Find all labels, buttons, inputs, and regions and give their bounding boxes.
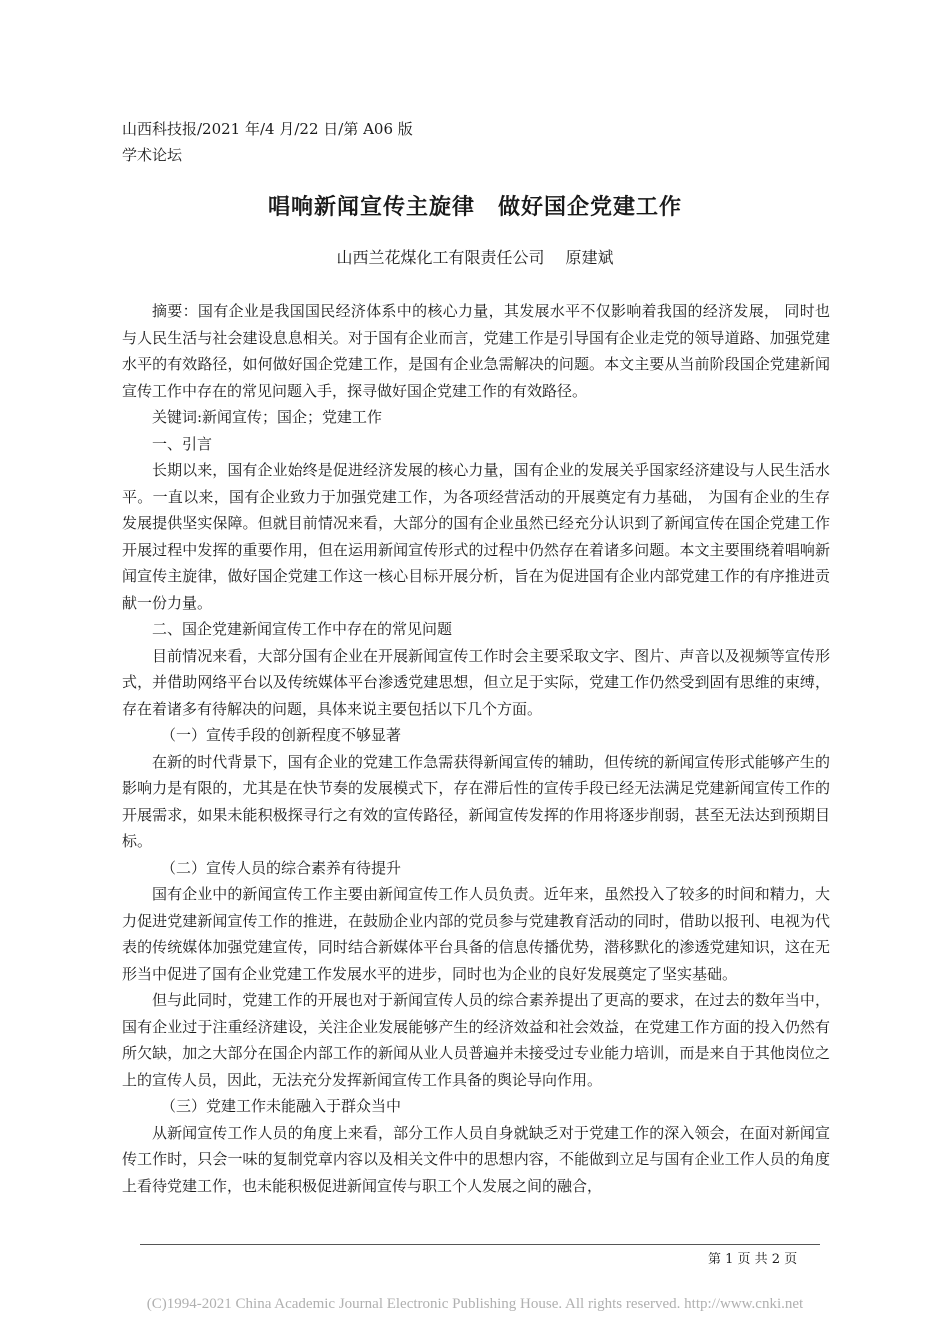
footer-divider — [140, 1244, 820, 1245]
section-heading-introduction: 一、引言 — [152, 434, 213, 453]
publication-column: 学术论坛 — [122, 146, 183, 164]
body-paragraph: 国有企业中的新闻宣传工作主要由新闻宣传工作人员负责。近年来，虽然投入了较多的时间和精力，大力促进党建新闻宣传工作的推进，在鼓励企业内部的党员参与党建教育活动的同时，借助以报刊、电视为代表的传统媒体加强党建宣传，同时结合新媒体平台具备的信息传播优势，潜移默化的渗透党建知识，这在无形当中促进了国有企业党建工作发展水平的进步，同时也为企业的良好发展奠定了坚实基础。 — [122, 885, 830, 983]
article-author: 山西兰花煤化工有限责任公司 原建斌 — [336, 248, 614, 267]
article-title: 唱响新闻宣传主旋律 做好国企党建工作 — [267, 195, 682, 220]
subsection-heading-1: （一）宣传手段的创新程度不够显著 — [161, 726, 402, 744]
subsection-heading-2: （二）宣传人员的综合素养有待提升 — [161, 858, 402, 877]
copyright-watermark: (C)1994-2021 China Academic Journal Electronic Publishing House. All rights reserved. http://www.cnki.net — [146, 1296, 804, 1312]
section-heading-problems: 二、国企党建新闻宣传工作中存在的常见问题 — [152, 620, 453, 638]
body-paragraph: 目前情况来看，大部分国有企业在开展新闻宣传工作时会主要采取文字、图片、声音以及视频等宣传形式，并借助网络平台以及传统媒体平台渗透党建思想，但立足于实际，党建工作仍然受到固有思维的束缚，存在着诸多有待解决的问题，具体来说主要包括以下几个方面。 — [122, 646, 830, 718]
subsection-heading-3: （三）党建工作未能融入于群众当中 — [161, 1097, 402, 1115]
keywords-line: 关键词:新闻宣传；国企；党建工作 — [152, 408, 383, 426]
body-paragraph: 从新闻宣传工作人员的角度上来看，部分工作人员自身就缺乏对于党建工作的深入领会，在面对新闻宣传工作时，只会一味的复制党章内容以及相关文件中的思想内容，不能做到立足与国有企业工作人员的角度上看待党建工作，也未能积极促进新闻宣传与职工个人发展之间的融合， — [122, 1123, 830, 1195]
body-paragraph: 长期以来，国有企业始终是促进经济发展的核心力量，国有企业的发展关乎国家经济建设与人民生活水平。一直以来，国有企业致力于加强党建工作，为各项经营活动的开展奠定有力基础， 为国有企业的生存发展提供坚实保障。但就目前情况来看，大部分的国有企业虽然已经充分认识到了新闻宣传在国企党建工作开展过程中发挥的重要作用，但在运用新闻宣传形式的过程中仍然存在着诸多问题。本文主要围绕着唱响新闻宣传主旋律，做好国企党建工作这一核心目标开展分析，旨在为促进国有企业内部党建工作的有序推进贡献一份力量。 — [122, 461, 830, 612]
body-paragraph: 在新的时代背景下，国有企业的党建工作急需获得新闻宣传的辅助，但传统的新闻宣传形式能够产生的影响力是有限的，尤其是在快节奏的发展模式下，存在滞后性的宣传手段已经无法满足党建新闻宣传工作的开展需求，如果未能积极探寻行之有效的宣传路径，新闻宣传发挥的作用将逐步削弱，甚至无法达到预期目标。 — [122, 752, 830, 850]
abstract-paragraph: 摘要：国有企业是我国国民经济体系中的核心力量，其发展水平不仅影响着我国的经济发展， 同时也与人民生活与社会建设息息相关。对于国有企业而言，党建工作是引导国有企业走党的领导道路、加强党建水平的有效路径，如何做好国企党建工作，是国有企业急需解决的问题。本文主要从当前阶段国企党建新闻宣传工作中存在的常见问题入手，探寻做好国企党建工作的有效路径。 — [122, 302, 830, 400]
publication-header — [122, 116, 413, 168]
page-number: 第 1 页 共 2 页 — [708, 1252, 798, 1267]
article-body — [122, 298, 830, 1199]
publication-source: 山西科技报/2021 年/4 月/22 日/第 A06 版 — [122, 120, 413, 138]
body-paragraph: 但与此同时，党建工作的开展也对于新闻宣传人员的综合素养提出了更高的要求，在过去的数年当中，国有企业过于注重经济建设，关注企业发展能够产生的经济效益和社会效益，在党建工作方面的投入仍然有所欠缺，加之大部分在国企内部工作的新闻从业人员普遍并未接受过专业能力培训，而是来自于其他岗位之上的宣传人员，因此，无法充分发挥新闻宣传工作具备的舆论导向作用。 — [122, 991, 830, 1089]
